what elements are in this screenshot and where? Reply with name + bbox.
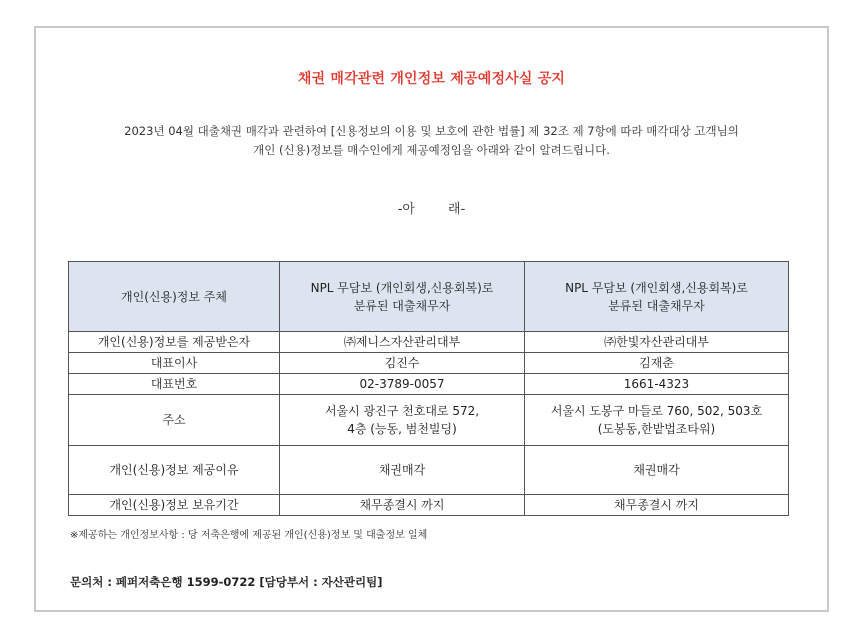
address-b-line2: (도봉동,한밭법조타워) <box>597 422 716 436</box>
intro-line-1: 2023년 04월 대출채권 매각과 관련하여 [신용정보의 이용 및 보호에 관한 법률] 제 32조 제 7항에 따라 매각대상 고객님의 <box>124 124 739 138</box>
intro-text <box>36 122 827 160</box>
intro-line-2: 개인 (신용)정보를 매수인에게 제공예정임을 아래와 같이 알려드립니다. <box>253 143 610 157</box>
row-label: 개인(신용)정보를 제공받은자 <box>69 332 280 353</box>
notice-frame <box>34 26 829 612</box>
cell-value: 김진수 <box>280 353 525 374</box>
address-b-line1: 서울시 도봉구 마들로 760, 502, 503호 <box>550 404 763 418</box>
header-col-b <box>525 262 789 332</box>
table-row <box>69 495 789 516</box>
row-label: 개인(신용)정보 제공이유 <box>69 446 280 495</box>
cell-value <box>525 395 789 446</box>
table-row <box>69 446 789 495</box>
table-row <box>69 353 789 374</box>
address-a-line1: 서울시 광진구 천호대로 572, <box>324 404 480 418</box>
cell-value: 채무종결시 까지 <box>280 495 525 516</box>
cell-value <box>280 395 525 446</box>
cell-value: 채권매각 <box>525 446 789 495</box>
cell-value: 채권매각 <box>280 446 525 495</box>
cell-value: ㈜한빛자산관리대부 <box>525 332 789 353</box>
section-heading: -아 래- <box>397 202 466 217</box>
header-col-a-line2: 분류된 대출채무자 <box>353 298 451 313</box>
cell-value: 채무종결시 까지 <box>525 495 789 516</box>
header-col-a <box>280 262 525 332</box>
info-table <box>68 261 789 516</box>
cell-value: 김재춘 <box>525 353 789 374</box>
header-col-b-line2: 분류된 대출채무자 <box>608 298 705 313</box>
header-col-b-line1: NPL 무담보 (개인회생,신용회복)로 <box>565 280 748 295</box>
table-row <box>69 395 789 446</box>
footnote: ※제공하는 개인정보사항 : 당 저축은행에 제공된 개인(신용)정보 및 대출정보 일체 <box>70 530 428 541</box>
cell-value: 1661-4323 <box>525 374 789 395</box>
header-col-a-line1: NPL 무담보 (개인회생,신용회복)로 <box>310 280 494 295</box>
cell-value: 02-3789-0057 <box>280 374 525 395</box>
row-label: 개인(신용)정보 보유기간 <box>69 495 280 516</box>
row-label: 대표번호 <box>69 374 280 395</box>
notice-title: 채권 매각관련 개인정보 제공예정사실 공지 <box>297 71 566 87</box>
header-subject: 개인(신용)정보 주체 <box>69 262 280 332</box>
table-header-row <box>69 262 789 332</box>
contact-info: 문의처 : 페퍼저축은행 1599-0722 [담당부서 : 자산관리팀] <box>70 575 383 589</box>
address-a-line2: 4층 (능동, 범천빌딩) <box>347 422 457 436</box>
cell-value: ㈜제니스자산관리대부 <box>280 332 525 353</box>
row-label: 대표이사 <box>69 353 280 374</box>
row-label: 주소 <box>69 395 280 446</box>
table-row <box>69 374 789 395</box>
table-row <box>69 332 789 353</box>
